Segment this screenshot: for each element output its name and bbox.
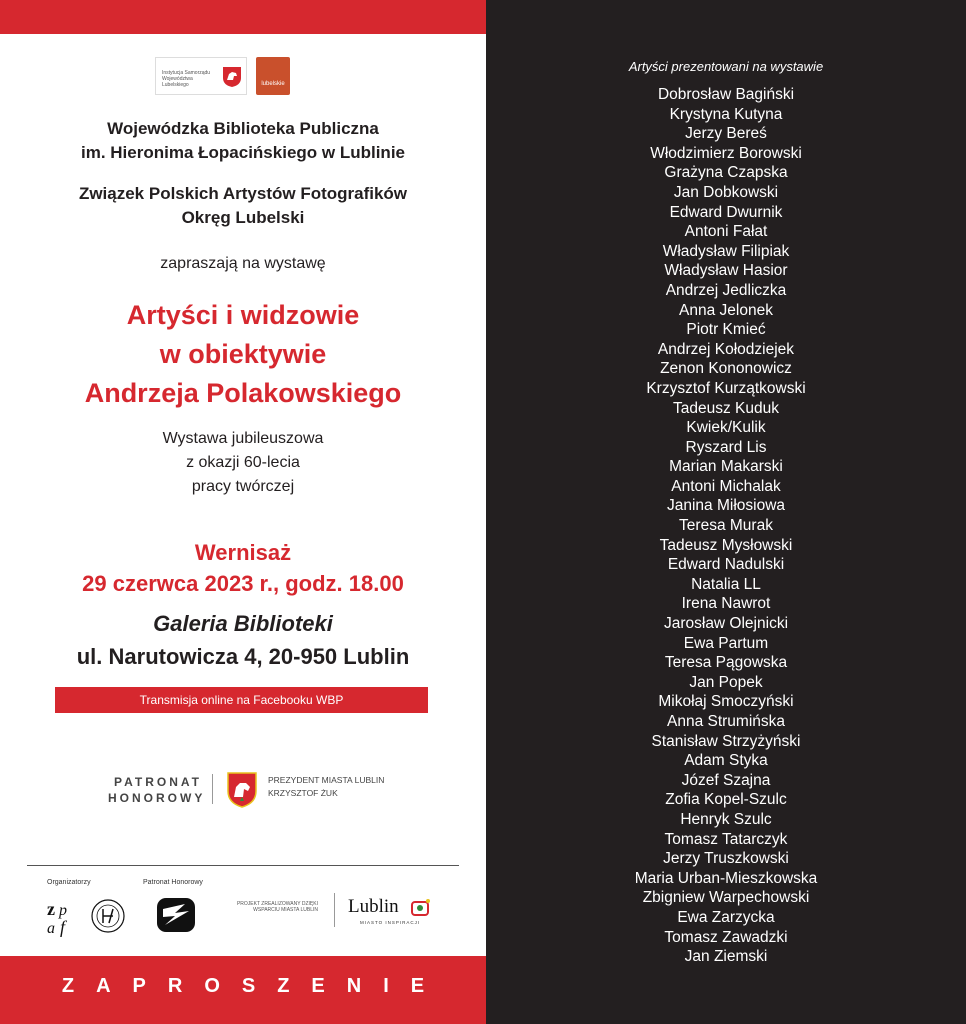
artist-name: Zbigniew Warpechowski (642, 889, 810, 907)
lubelskie-region-logo (256, 57, 290, 95)
event-datetime: 29 czerwca 2023 r., godz. 18.00 (82, 571, 404, 596)
artist-name: Władysław Hasior (664, 262, 788, 280)
svg-text:f: f (60, 917, 66, 937)
artist-name: Stanisław Strzyżyński (651, 732, 801, 750)
artist-name: Teresa Pągowska (664, 654, 788, 672)
svg-text:z: z (47, 899, 55, 919)
artist-name: Edward Nadulski (667, 556, 785, 574)
artist-name: Józef Szajna (681, 771, 771, 789)
organizer-line-3: Związek Polskich Artystów Fotografików (78, 184, 408, 203)
artists-list (486, 85, 966, 967)
patronage-name-line-2: KRZYSZTOF ŻUK (268, 788, 338, 798)
artist-name: Tadeusz Mysłowski (659, 536, 793, 554)
project-funding-text: PROJEKT ZREALIZOWANY DZIĘKI WSPARCIU MIASTA LUBLIN (236, 901, 318, 913)
invitation-banner: ZAPROSZENIE (61, 975, 447, 997)
artist-name: Ryszard Lis (685, 438, 767, 456)
footer-divider (27, 865, 459, 866)
stream-banner: Transmisja online na Facebooku WBP (55, 687, 428, 713)
artist-name: Tadeusz Kuduk (673, 399, 779, 417)
lublin-logo-text: Lublin (348, 896, 399, 917)
artist-name: Henryk Szulc (680, 810, 772, 828)
patronage-name-line-1: PREZYDENT MIASTA LUBLIN (268, 775, 385, 785)
artist-name: Zenon Kononowicz (660, 360, 792, 378)
artist-name: Antoni Michalak (671, 477, 781, 495)
vernissage-label: Wernisaż (194, 540, 292, 565)
invite-text: zapraszają na wystawę (160, 255, 326, 272)
lublin-voivodeship-crest-icon (222, 66, 242, 88)
artist-name: Jerzy Truszkowski (663, 850, 789, 868)
exhibition-subtitle-line-2: z okazji 60-lecia (186, 454, 300, 471)
artist-name: Jerzy Bereś (685, 125, 767, 143)
institution-logo (155, 57, 247, 95)
region-logo-badge (256, 57, 290, 95)
organizers-logos-label: Organizatorzy (47, 879, 91, 886)
organizer-line-2: im. Hieronima Łopacińskiego w Lublinie (81, 143, 405, 162)
patronage-label (108, 774, 206, 806)
project-divider (334, 893, 335, 927)
artist-name: Dobrosław Bagiński (657, 86, 795, 103)
top-red-bar (0, 0, 486, 34)
artist-name: Tomasz Tatarczyk (664, 830, 788, 848)
patronage-label-line-2: HONOROWY (108, 791, 206, 805)
artist-name: Edward Dwurnik (669, 203, 783, 221)
patronage-divider (212, 774, 213, 804)
artist-name: Ewa Zarzycka (677, 908, 775, 926)
lublin-city-logo (348, 894, 438, 928)
artists-heading: Artyści prezentowani na wystawie (628, 59, 824, 74)
artist-name: Teresa Murak (679, 517, 773, 535)
artist-name: Andrzej Jedliczka (665, 281, 787, 299)
artist-name: Irena Nawrot (681, 595, 771, 613)
artist-name: Jan Ziemski (684, 948, 768, 966)
artist-name: Jan Dobkowski (673, 183, 779, 201)
artist-name: Władysław Filipiak (662, 242, 790, 260)
artist-name: Krzysztof Kurzątkowski (646, 379, 806, 397)
exhibition-title-line-2: w obiektywie (159, 339, 327, 369)
honorary-patron-logo-icon (155, 895, 197, 935)
artist-name: Antoni Fałat (684, 223, 768, 241)
artist-name: Jan Popek (689, 673, 763, 691)
artist-name: Kwiek/Kulik (686, 419, 766, 437)
svg-text:p: p (59, 902, 67, 919)
patronage-name (268, 774, 438, 800)
artist-name: Zofia Kopel-Szulc (665, 791, 787, 809)
artist-name: Anna Jelonek (679, 301, 773, 319)
artist-name: Włodzimierz Borowski (650, 144, 802, 162)
artist-name: Jarosław Olejnicki (663, 615, 789, 633)
institution-logo-text: Instytucja Samorządu Województwa Lubelskiego (162, 70, 211, 88)
event-address: ul. Narutowicza 4, 20-950 Lublin (76, 644, 410, 669)
artist-name: Maria Urban-Mieszkowska (634, 869, 818, 887)
zpaf-logo-icon (45, 895, 77, 937)
artist-name: Piotr Kmieć (686, 321, 766, 339)
artist-name: Marian Makarski (669, 458, 783, 476)
lublin-logo-mark-icon (410, 898, 432, 918)
artist-name: Tomasz Zawadzki (664, 928, 788, 946)
exhibition-title-line-3: Andrzeja Polakowskiego (84, 378, 402, 408)
lublin-logo-tagline: MIASTO INSPIRACJI (360, 920, 421, 925)
artist-name: Krystyna Kutyna (669, 105, 783, 123)
lublin-city-crest-icon (226, 771, 258, 809)
artist-name: Ewa Partum (683, 634, 769, 652)
event-venue: Galeria Biblioteki (153, 611, 333, 636)
library-seal-logo-icon (90, 897, 126, 935)
exhibition-title-line-1: Artyści i widzowie (126, 300, 360, 330)
organizer-line-1: Wojewódzka Biblioteka Publiczna (107, 119, 379, 138)
artist-name: Natalia LL (691, 575, 761, 593)
artist-name: Janina Miłosiowa (666, 497, 786, 515)
patronage-label-line-1: PATRONAT (114, 775, 202, 789)
region-logo-text: lubelskie (261, 81, 285, 87)
honorary-patronage-logos-label: Patronat Honorowy (143, 879, 203, 886)
artist-name: Grażyna Czapska (664, 164, 788, 182)
organizer-line-4: Okręg Lubelski (181, 208, 305, 227)
artist-name: Adam Styka (684, 752, 768, 770)
svg-text:a: a (47, 920, 55, 937)
artist-name: Mikołaj Smoczyński (658, 693, 794, 711)
exhibition-subtitle-line-3: pracy twórczej (191, 478, 295, 495)
artist-name: Andrzej Kołodziejek (657, 340, 795, 358)
artist-name: Anna Strumińska (666, 713, 786, 730)
exhibition-subtitle-line-1: Wystawa jubileuszowa (162, 430, 324, 447)
